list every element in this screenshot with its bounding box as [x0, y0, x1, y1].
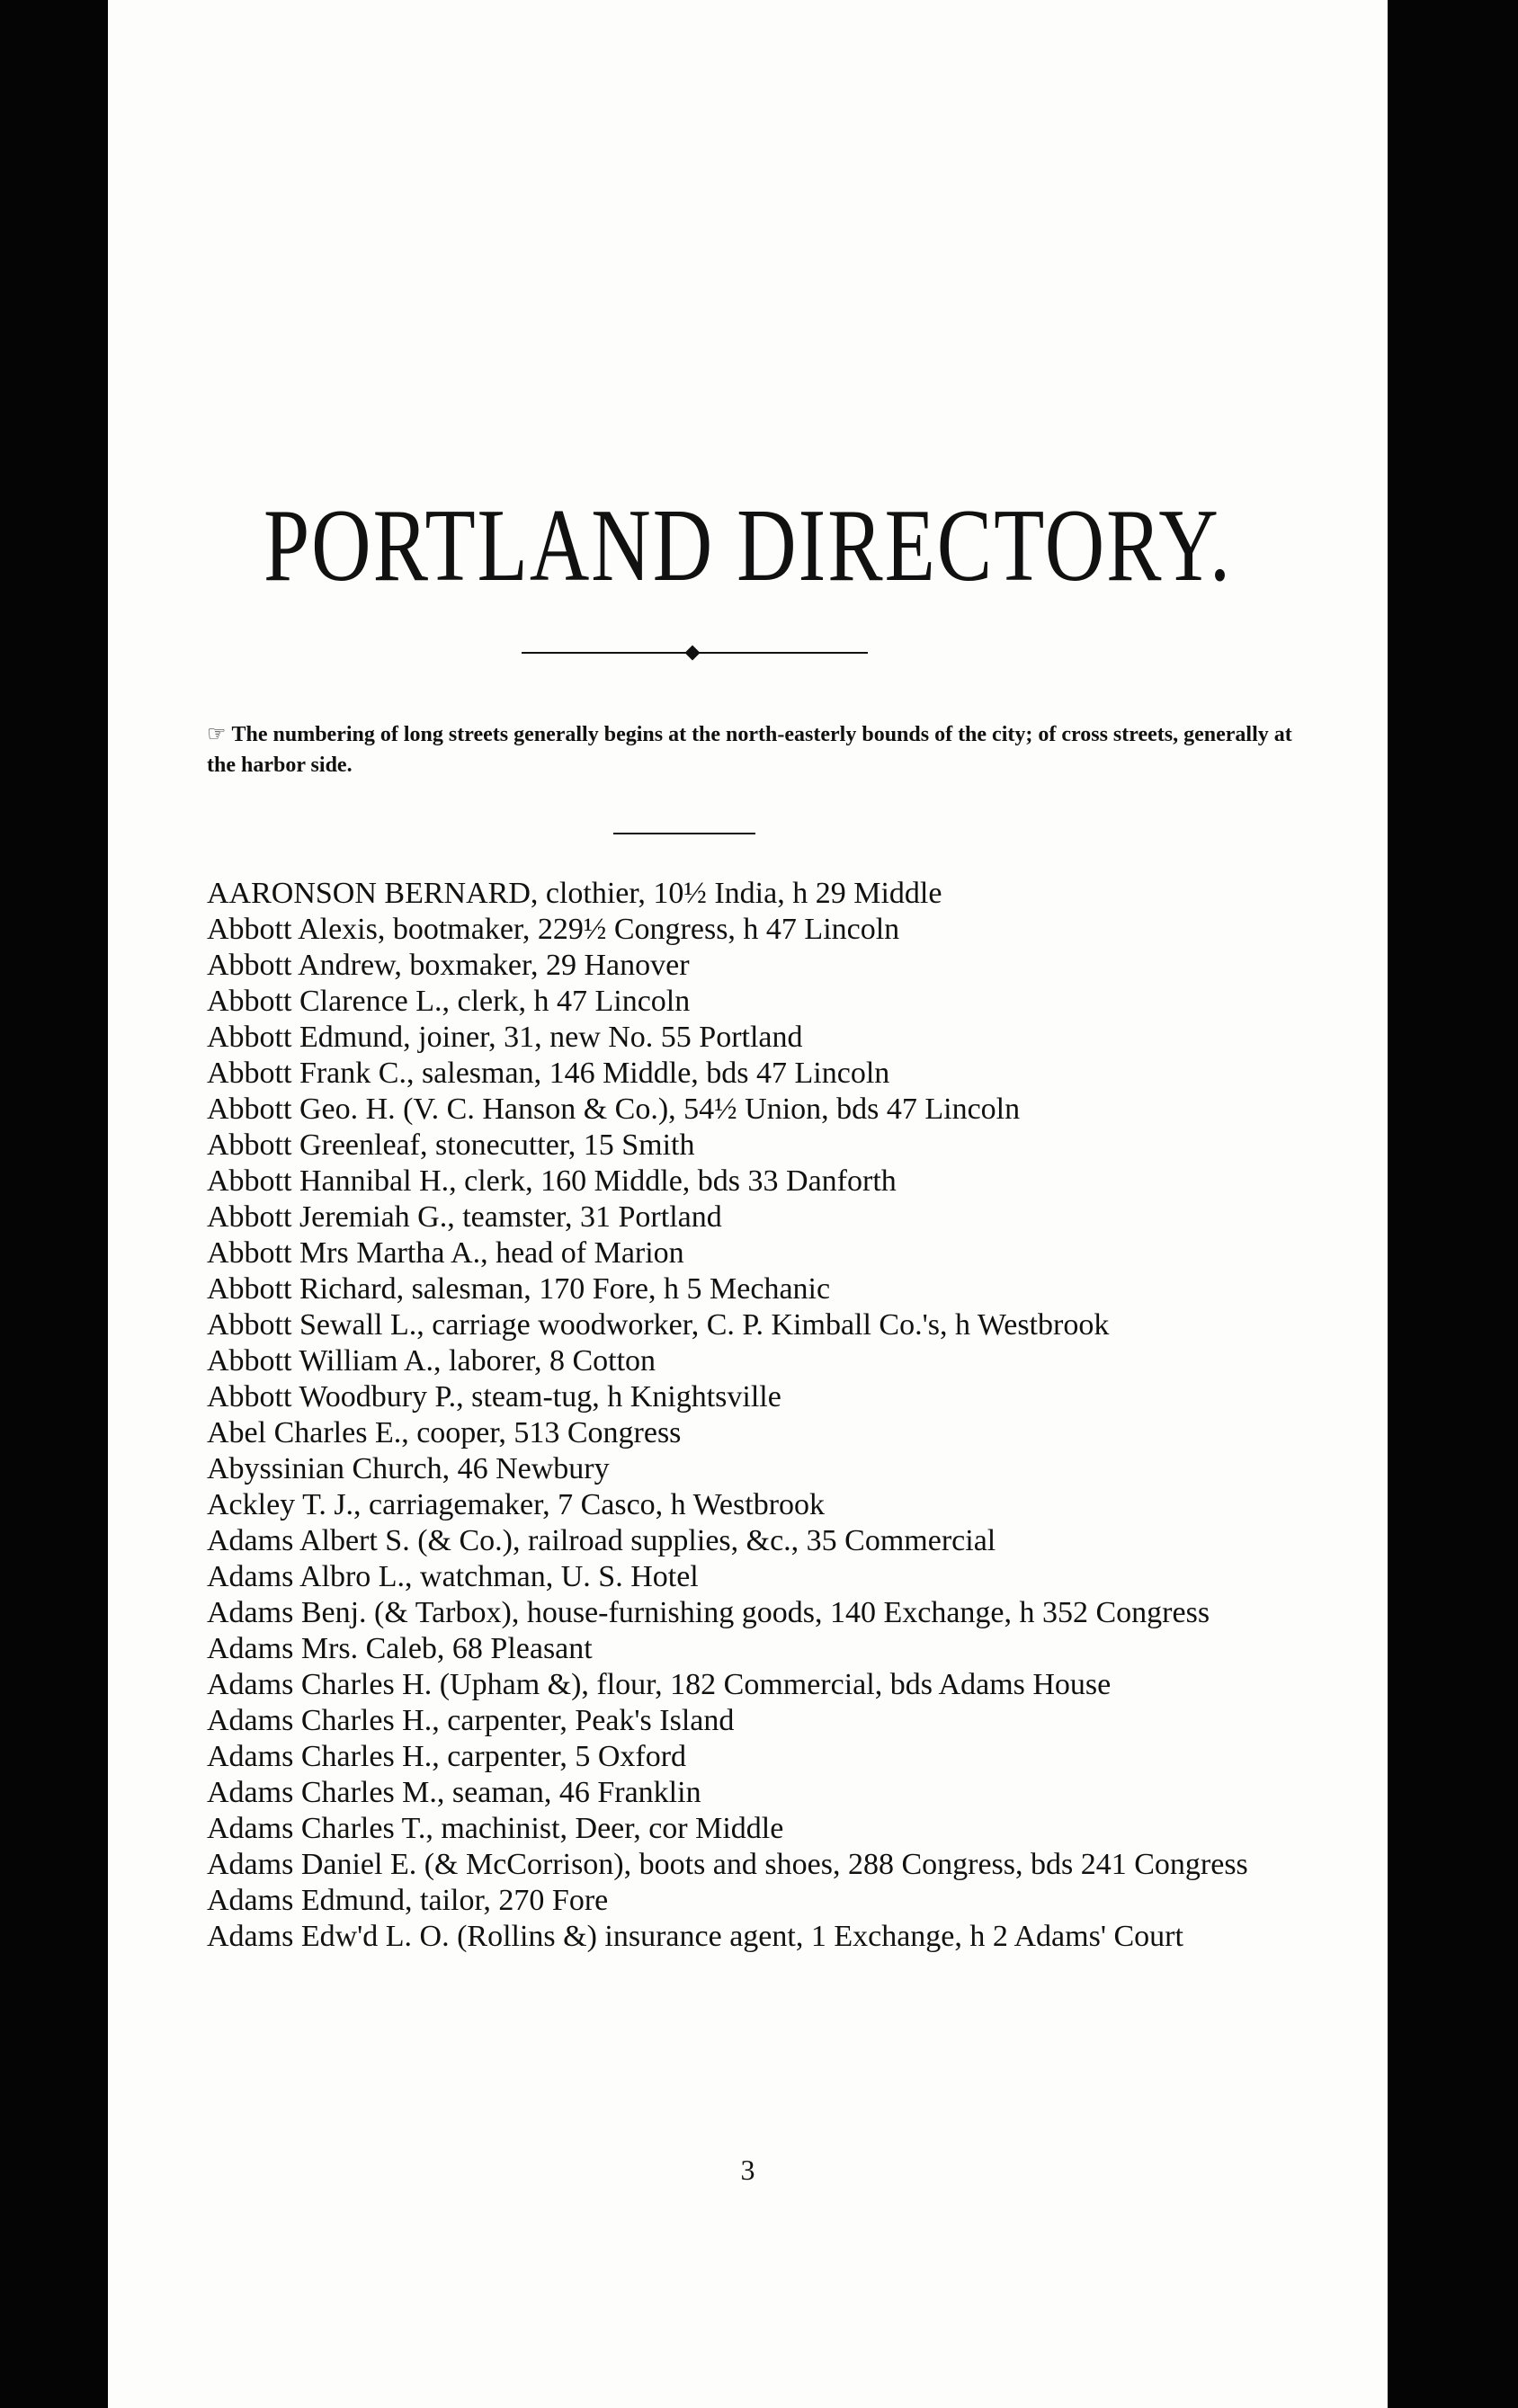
directory-entry: Abbott Hannibal H., clerk, 160 Middle, bds 33 Danforth [207, 1164, 897, 1198]
directory-entry: Abbott Frank C., salesman, 146 Middle, bds 47 Lincoln [207, 1057, 890, 1090]
directory-entry: Adams Daniel E. (& McCorrison), boots and shoes, 288 Congress, bds 241 Congress [207, 1848, 1248, 1881]
directory-entry: Adams Benj. (& Tarbox), house-furnishing goods, 140 Exchange, h 352 Congress [207, 1596, 1210, 1629]
diamond-icon [685, 646, 701, 661]
directory-entry: Abbott Sewall L., carriage woodworker, C. P. Kimball Co.'s, h Westbrook [207, 1308, 1110, 1342]
directory-entry: Adams Charles H. (Upham &), flour, 182 Commercial, bds Adams House [207, 1668, 1112, 1701]
page-number: 3 [740, 2154, 755, 2186]
directory-entry: Abel Charles E., cooper, 513 Congress [207, 1416, 682, 1449]
directory-entry: Abbott Clarence L., clerk, h 47 Lincoln [207, 985, 691, 1018]
page-title: PORTLAND DIRECTORY. [263, 487, 1232, 602]
pointing-hand-icon: ☞ [207, 723, 227, 746]
directory-entry: Abyssinian Church, 46 Newbury [207, 1452, 610, 1485]
directory-entry: Adams Charles H., carpenter, 5 Oxford [207, 1740, 687, 1773]
directory-page [108, 0, 1388, 2408]
directory-entry: Adams Mrs. Caleb, 68 Pleasant [207, 1632, 593, 1665]
directory-entries [207, 876, 1313, 1955]
directory-entry: Adams Albro L., watchman, U. S. Hotel [207, 1560, 699, 1593]
directory-entry: Adams Edmund, tailor, 270 Fore [207, 1884, 609, 1917]
directory-entry: Adams Edw'd L. O. (Rollins &) insurance agent, 1 Exchange, h 2 Adams' Court [207, 1920, 1183, 1953]
scan-border-left [0, 0, 108, 2408]
directory-entry: Adams Charles M., seaman, 46 Franklin [207, 1776, 701, 1809]
scan-border-right [1388, 0, 1518, 2408]
numbering-note [207, 719, 1313, 780]
section-divider [613, 833, 755, 834]
directory-entry: Abbott Andrew, boxmaker, 29 Hanover [207, 949, 690, 982]
directory-entry: Abbott Geo. H. (V. C. Hanson & Co.), 54½ Union, bds 47 Lincoln [207, 1093, 1021, 1126]
directory-entry: Adams Charles T., machinist, Deer, cor Middle [207, 1812, 784, 1845]
directory-entry: Abbott Alexis, bootmaker, 229½ Congress, h 47 Lincoln [207, 913, 900, 946]
directory-entry: Adams Charles H., carpenter, Peak's Island [207, 1704, 735, 1737]
directory-entry: Adams Albert S. (& Co.), railroad supplies, &c., 35 Commercial [207, 1524, 996, 1557]
note-text: The numbering of long streets generally begins at the north-easterly bounds of the city; of cross streets, generally at the harbor side. [207, 723, 1292, 777]
directory-entry: Abbott Richard, salesman, 170 Fore, h 5 Mechanic [207, 1272, 831, 1306]
directory-entry: Abbott Edmund, joiner, 31, new No. 55 Portland [207, 1021, 803, 1054]
directory-entry: Ackley T. J., carriagemaker, 7 Casco, h Westbrook [207, 1488, 826, 1521]
title-ornament [522, 644, 868, 662]
directory-entry: Abbott Jeremiah G., teamster, 31 Portland [207, 1200, 722, 1234]
directory-entry: Abbott Mrs Martha A., head of Marion [207, 1236, 684, 1270]
directory-entry: Abbott Greenleaf, stonecutter, 15 Smith [207, 1128, 695, 1162]
directory-entry: AARONSON BERNARD, clothier, 10½ India, h 29 Middle [207, 877, 942, 910]
directory-entry: Abbott William A., laborer, 8 Cotton [207, 1344, 656, 1378]
directory-entry: Abbott Woodbury P., steam-tug, h Knightsville [207, 1380, 781, 1414]
